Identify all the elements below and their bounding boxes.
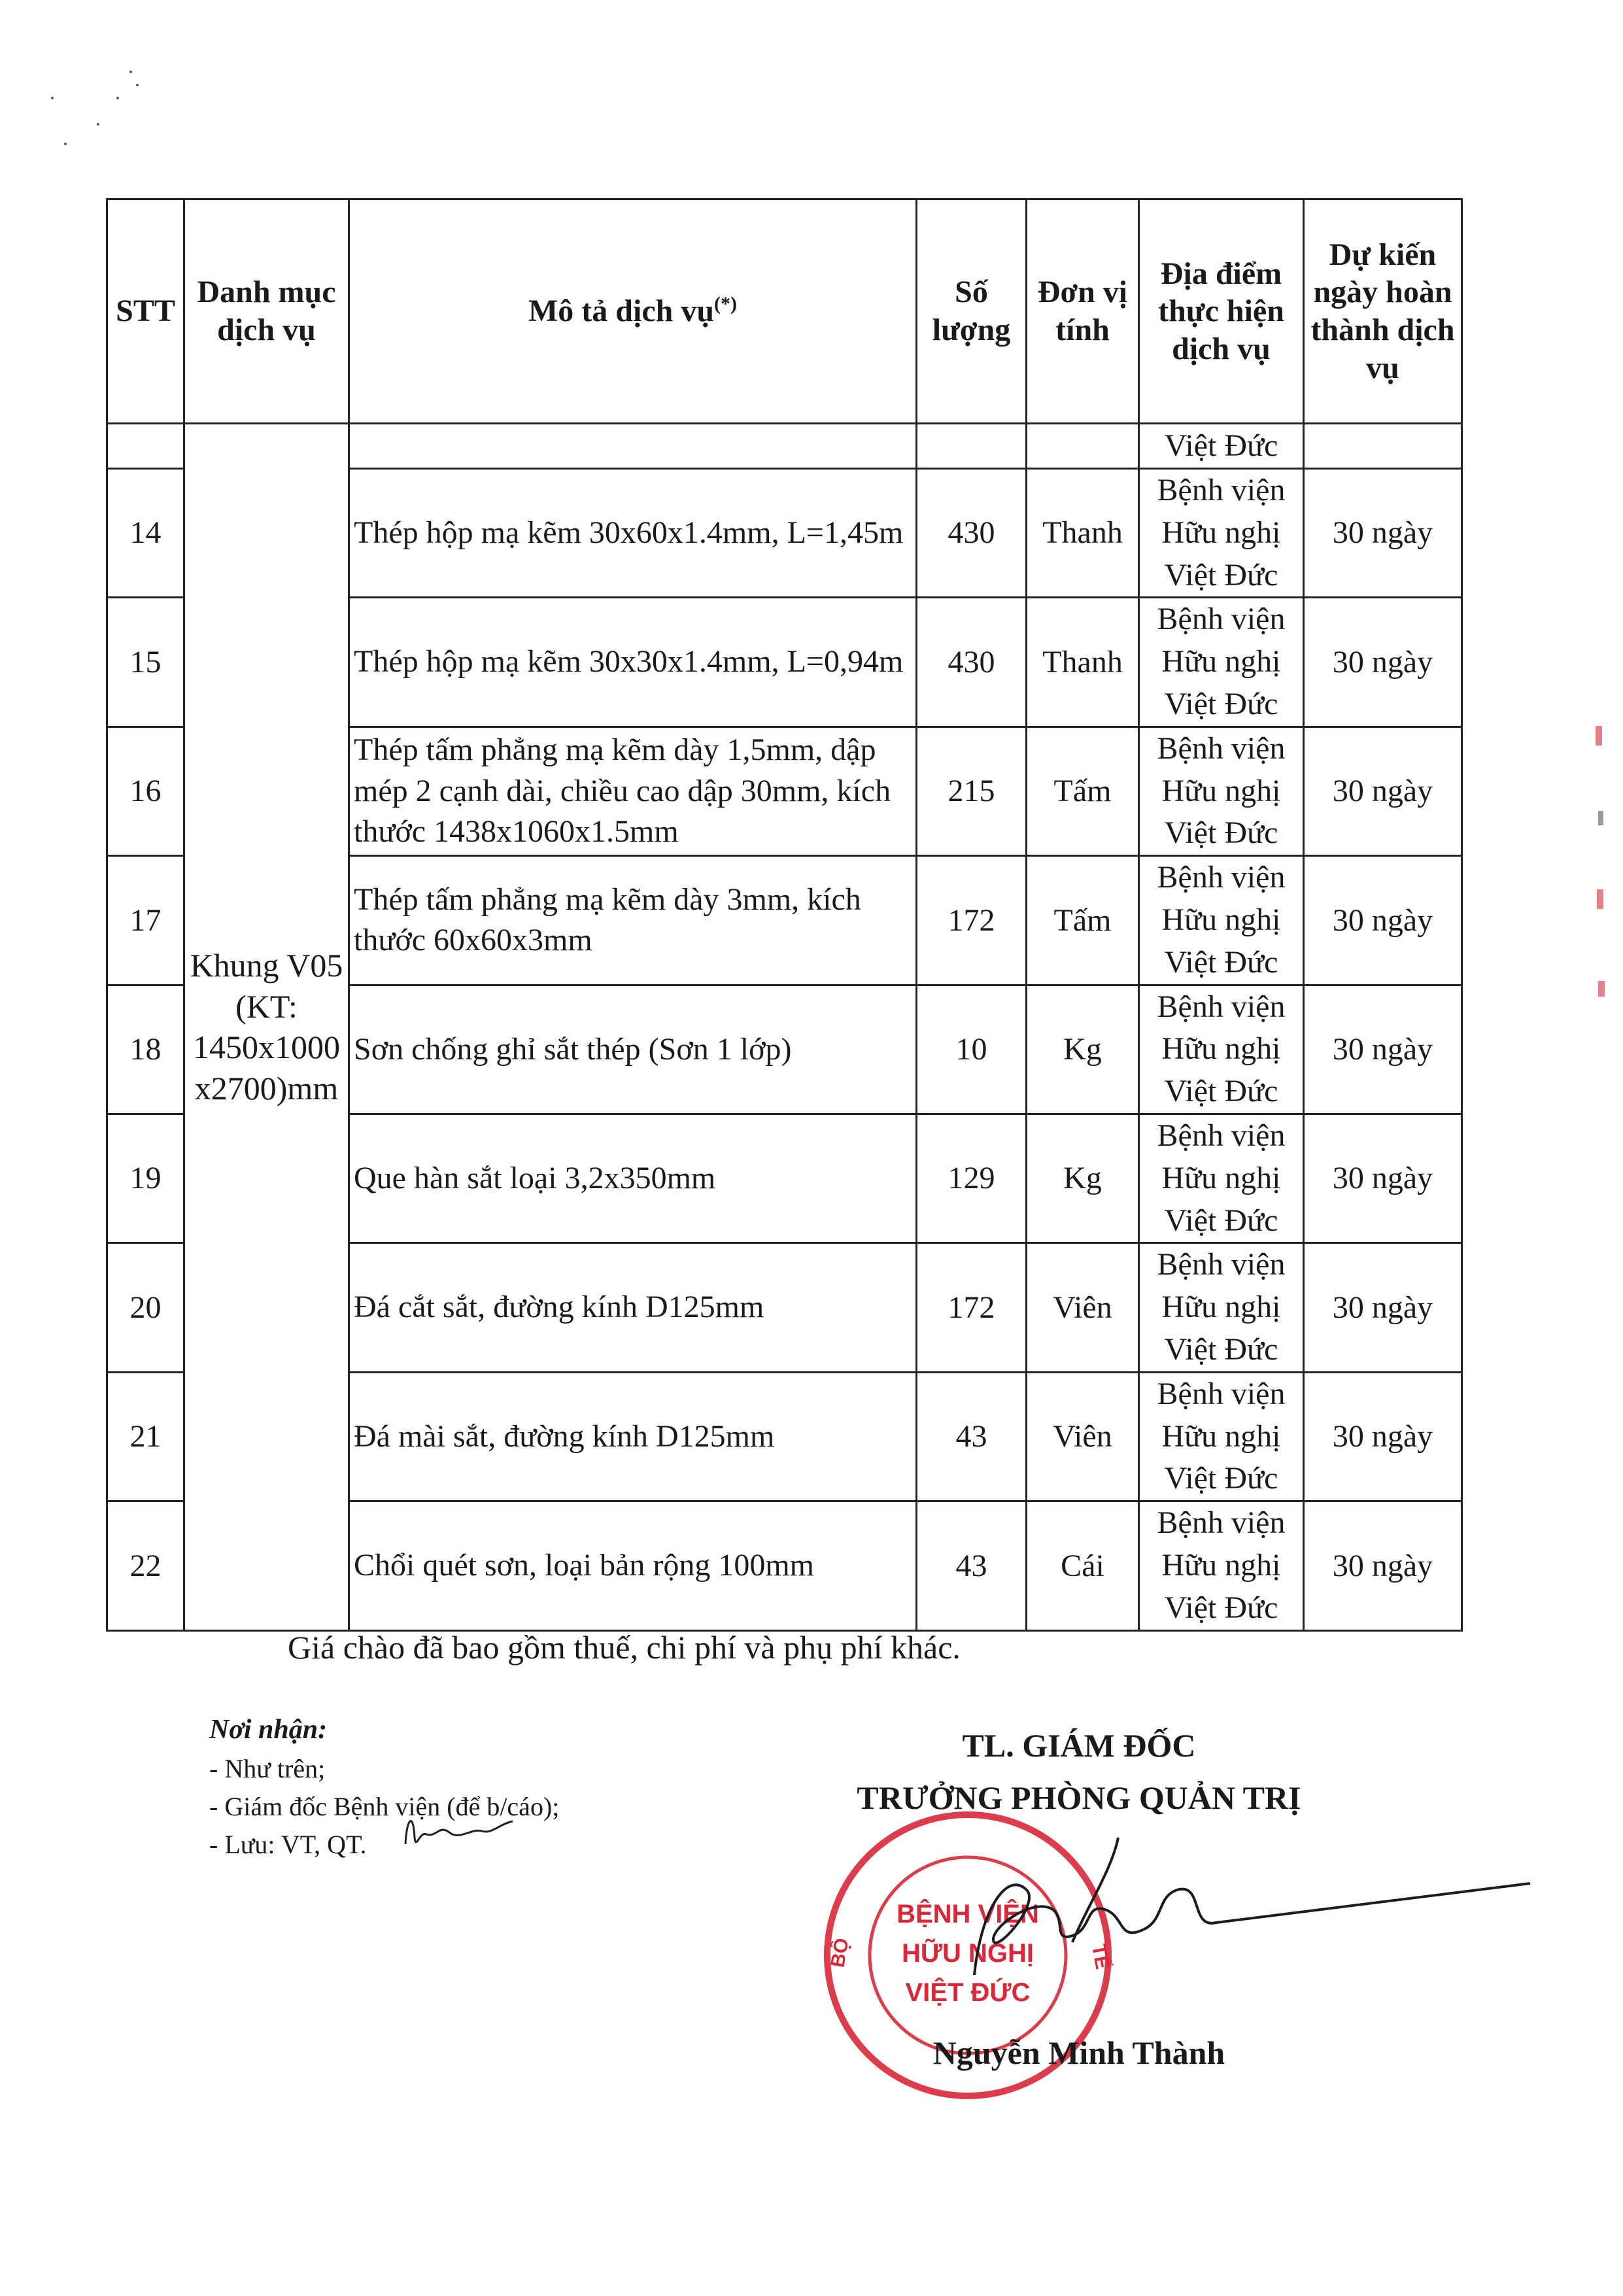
header-description-note: (*) xyxy=(714,293,737,315)
cell-deadline: 30 ngày xyxy=(1304,985,1462,1114)
cell-unit: Kg xyxy=(1027,985,1139,1114)
signer-name: Nguyễn Minh Thành xyxy=(932,2034,1225,2071)
cell-stt: 20 xyxy=(107,1243,184,1372)
stamp-side-right: TẾ xyxy=(1087,1942,1114,1971)
header-stt: STT xyxy=(107,199,184,424)
stamp-side-left: BỘ xyxy=(827,1936,853,1970)
cell-quantity: 10 xyxy=(917,985,1027,1114)
scan-edge-marks xyxy=(1589,719,1615,1020)
signature-line1: TL. GIÁM ĐỐC xyxy=(962,1727,1196,1764)
header-category: Danh mục dịch vụ xyxy=(184,199,349,424)
cell-description: Chổi quét sơn, loại bản rộng 100mm xyxy=(349,1501,917,1630)
cell-description: Thép hộp mạ kẽm 30x60x1.4mm, L=1,45m xyxy=(349,469,917,598)
cell-unit: Tấm xyxy=(1027,856,1139,985)
cell-stt: 15 xyxy=(107,598,184,727)
cell-place: Việt Đức xyxy=(1139,424,1304,469)
cell-stt xyxy=(107,424,184,469)
cell-stt: 21 xyxy=(107,1372,184,1501)
cell-description: Que hàn sắt loại 3,2x350mm xyxy=(349,1114,917,1242)
header-quantity: Số lượng xyxy=(917,199,1027,424)
cell-place: Bệnh viện Hữu nghị Việt Đức xyxy=(1139,598,1304,727)
cell-deadline: 30 ngày xyxy=(1304,1243,1462,1372)
cell-description: Đá mài sắt, đường kính D125mm xyxy=(349,1372,917,1501)
scan-speckles xyxy=(39,59,144,163)
signature-block xyxy=(785,1726,1373,1817)
header-deadline: Dự kiến ngày hoàn thành dịch vụ xyxy=(1304,199,1462,424)
header-unit: Đơn vị tính xyxy=(1027,199,1139,424)
signature-line2: TRƯỞNG PHÒNG QUẢN TRỊ xyxy=(857,1779,1301,1816)
cell-unit: Viên xyxy=(1027,1372,1139,1501)
cell-place: Bệnh viện Hữu nghị Việt Đức xyxy=(1139,856,1304,985)
cell-stt: 14 xyxy=(107,469,184,598)
stamp-line-3: VIỆT ĐỨC xyxy=(905,1978,1031,2007)
price-note: Giá chào đã bao gồm thuế, chi phí và phụ phí khác. xyxy=(288,1629,961,1666)
cell-quantity: 43 xyxy=(917,1501,1027,1630)
cell-stt: 17 xyxy=(107,856,184,985)
cell-unit: Cái xyxy=(1027,1501,1139,1630)
recipient-item: - Lưu: VT, QT. xyxy=(209,1829,367,1859)
cell-stt: 18 xyxy=(107,985,184,1114)
cell-deadline: 30 ngày xyxy=(1304,598,1462,727)
cell-place: Bệnh viện Hữu nghị Việt Đức xyxy=(1139,1243,1304,1372)
cell-deadline xyxy=(1304,424,1462,469)
table-header-row xyxy=(107,199,1462,424)
cell-place: Bệnh viện Hữu nghị Việt Đức xyxy=(1139,727,1304,855)
header-description xyxy=(349,199,917,424)
cell-unit: Viên xyxy=(1027,1243,1139,1372)
cell-quantity: 129 xyxy=(917,1114,1027,1242)
cell-unit: Kg xyxy=(1027,1114,1139,1242)
cell-quantity: 172 xyxy=(917,1243,1027,1372)
cell-deadline: 30 ngày xyxy=(1304,727,1462,855)
cell-description: Sơn chống ghỉ sắt thép (Sơn 1 lớp) xyxy=(349,985,917,1114)
cell-quantity: 430 xyxy=(917,598,1027,727)
cell-quantity: 172 xyxy=(917,856,1027,985)
cell-description: Thép tấm phẳng mạ kẽm dày 1,5mm, dập mép 2 cạnh dài, chiều cao dập 30mm, kích thước 1438x1060x1.5mm xyxy=(349,727,917,855)
recipient-item: - Giám đốc Bệnh viện (để b/cáo); xyxy=(209,1791,560,1821)
cell-description: Đá cắt sắt, đường kính D125mm xyxy=(349,1243,917,1372)
cell-unit xyxy=(1027,424,1139,469)
cell-quantity: 430 xyxy=(917,469,1027,598)
cell-place: Bệnh viện Hữu nghị Việt Đức xyxy=(1139,469,1304,598)
director-signature xyxy=(955,1831,1543,2001)
cell-description: Thép tấm phẳng mạ kẽm dày 3mm, kích thước 60x60x3mm xyxy=(349,856,917,985)
cell-place: Bệnh viện Hữu nghị Việt Đức xyxy=(1139,1114,1304,1242)
cell-deadline: 30 ngày xyxy=(1304,1372,1462,1501)
header-description-label: Mô tả dịch vụ xyxy=(528,294,715,329)
cell-quantity: 215 xyxy=(917,727,1027,855)
cell-unit: Tấm xyxy=(1027,727,1139,855)
table-row-continuation xyxy=(107,424,1462,469)
cell-description xyxy=(349,424,917,469)
cell-deadline: 30 ngày xyxy=(1304,1114,1462,1242)
recipient-item: - Như trên; xyxy=(209,1753,326,1783)
cell-deadline: 30 ngày xyxy=(1304,469,1462,598)
cell-unit: Thanh xyxy=(1027,598,1139,727)
cell-place: Bệnh viện Hữu nghị Việt Đức xyxy=(1139,1501,1304,1630)
services-table xyxy=(106,198,1463,1632)
cell-stt: 22 xyxy=(107,1501,184,1630)
stamp-line-2: HỮU NGHỊ xyxy=(901,1939,1034,1968)
stamp-line-1: BỆNH VIỆN xyxy=(897,1900,1039,1928)
cell-place: Bệnh viện Hữu nghị Việt Đức xyxy=(1139,985,1304,1114)
cell-deadline: 30 ngày xyxy=(1304,856,1462,985)
cell-quantity xyxy=(917,424,1027,469)
cell-place: Bệnh viện Hữu nghị Việt Đức xyxy=(1139,1372,1304,1501)
cell-quantity: 43 xyxy=(917,1372,1027,1501)
cell-category-group: Khung V05 (KT: 1450x1000 x2700)mm xyxy=(184,424,349,1631)
header-place: Địa điểm thực hiện dịch vụ xyxy=(1139,199,1304,424)
cell-description: Thép hộp mạ kẽm 30x30x1.4mm, L=0,94m xyxy=(349,598,917,727)
cell-deadline: 30 ngày xyxy=(1304,1501,1462,1630)
cell-stt: 16 xyxy=(107,727,184,855)
cell-stt: 19 xyxy=(107,1114,184,1242)
initials-signature xyxy=(400,1805,518,1857)
recipients-title: Nơi nhận: xyxy=(209,1715,328,1745)
cell-unit: Thanh xyxy=(1027,469,1139,598)
